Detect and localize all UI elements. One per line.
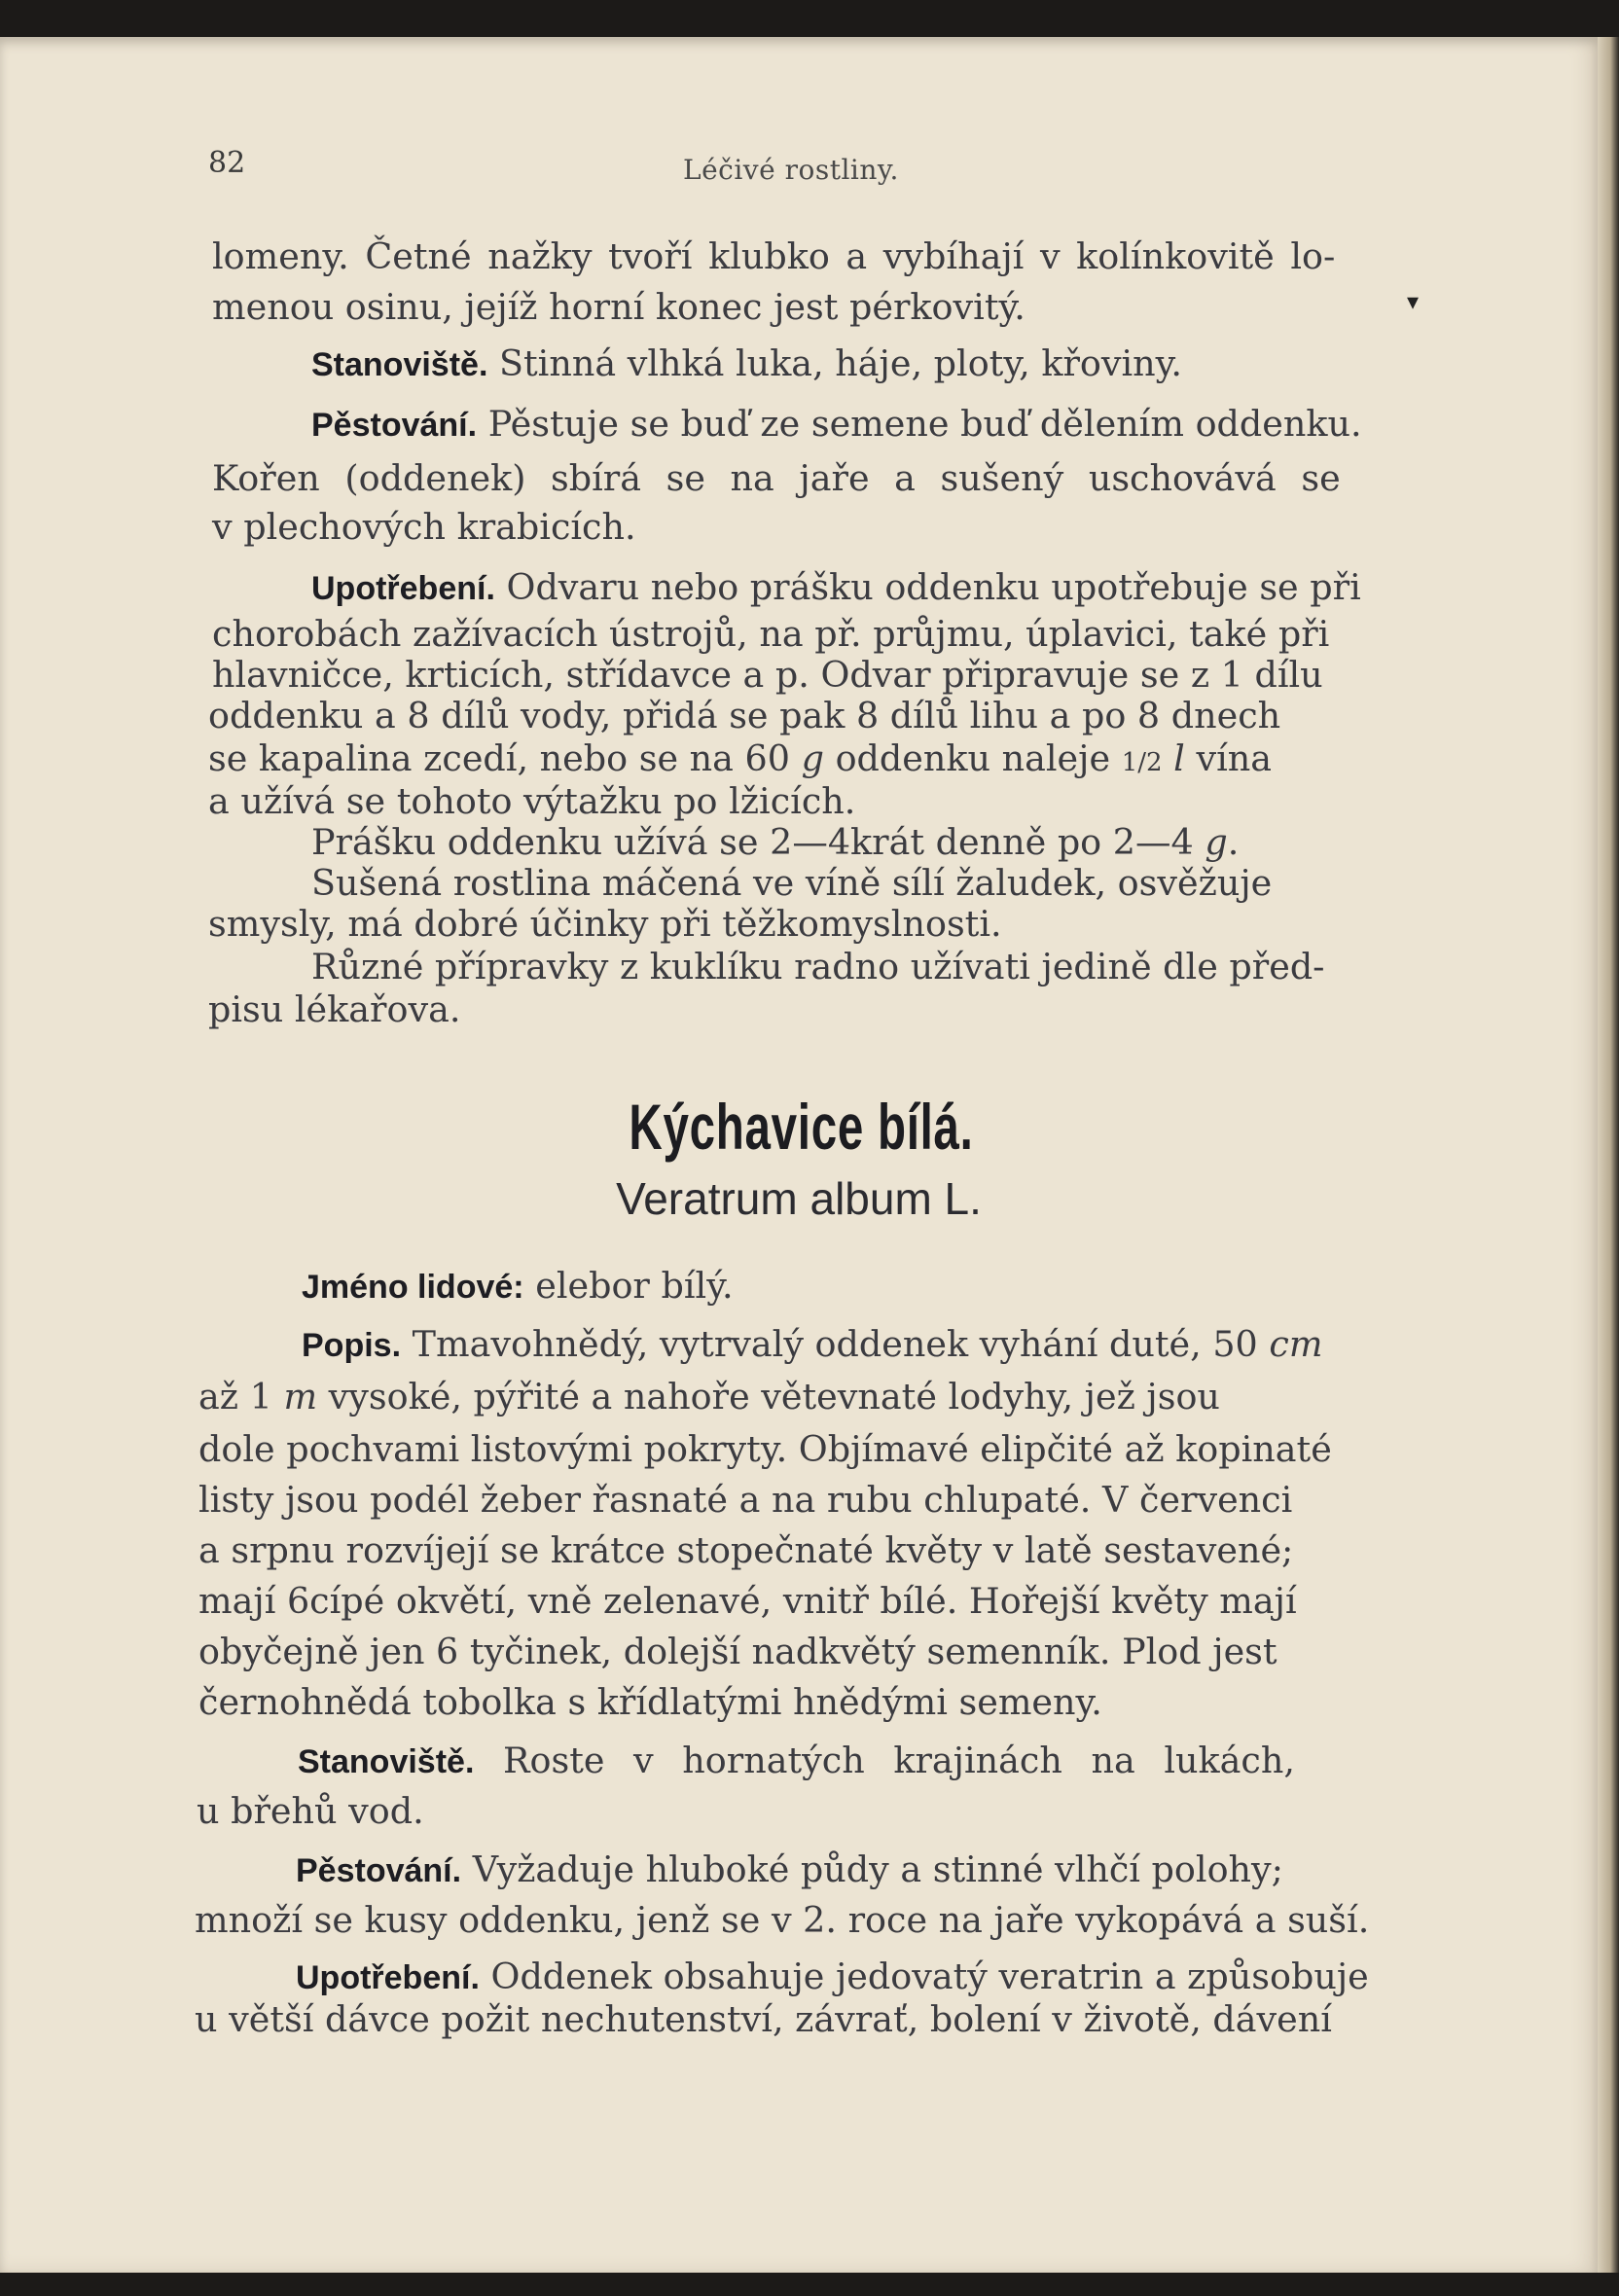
text-line: Různé přípravky z kuklíku radno užívati jedině dle před-: [311, 946, 1325, 987]
text-line: oddenku a 8 dílů vody, přidá se pak 8 dílů lihu a po 8 dnech: [208, 695, 1281, 736]
text-line: černohnědá tobolka s křídlatými hnědými semeny.: [198, 1681, 1102, 1723]
label-cultivation-2: Pěstování.: [296, 1852, 462, 1889]
text-line: a užívá se tohoto výtažku po lžicích.: [208, 780, 856, 822]
paragraph-cultivation: Pěstování. Pěstuje se buď ze semene buď dělením oddenku.: [311, 403, 1362, 445]
text-line: mají 6cípé okvětí, vně zelenavé, vnitř bílé. Hořejší květy mají: [198, 1580, 1297, 1622]
text-line: v plechových krabicích.: [212, 506, 636, 548]
text-line: pisu lékařova.: [208, 988, 461, 1030]
paragraph-habitat-2: Stanoviště. Roste v hornatých krajinách na lukách,: [298, 1740, 1295, 1781]
text-line: smysly, má dobré účinky při těžkomyslnosti.: [208, 903, 1002, 945]
label-description: Popis.: [302, 1327, 402, 1364]
paragraph-cultivation-2: Pěstování. Vyžaduje hluboké půdy a stinné vlhčí polohy;: [296, 1848, 1283, 1890]
paragraph-use: Upotřebení. Odvaru nebo prášku oddenku upotřebuje se při: [311, 566, 1361, 608]
page-number: 82: [208, 146, 246, 180]
text-line: dole pochvami listovými pokryty. Objímavé elipčité až kopinaté: [198, 1428, 1332, 1470]
label-habitat: Stanoviště.: [311, 346, 488, 383]
text-line: množí se kusy oddenku, jenž se v 2. roce na jaře vykopává a suší.: [195, 1899, 1370, 1941]
text-line: lomeny. Četné nažky tvoří klubko a vybíhají v kolínkovitě lo-: [212, 235, 1336, 277]
text-line: se kapalina zcedí, nebo se na 60 g oddenku naleje 1/2 l vína: [208, 737, 1273, 779]
text-line: listy jsou podél žeber řasnaté a na rubu chlupaté. V červenci: [198, 1479, 1293, 1521]
folk-name-line: Jméno lidové: elebor bílý.: [302, 1265, 734, 1307]
text-line: u břehů vod.: [197, 1790, 424, 1832]
text-line: hlavničce, krticích, střídavce a p. Odvar připravuje se z 1 dílu: [212, 654, 1323, 696]
text-line: menou osinu, jejíž horní konec jest pérkovitý.: [212, 286, 1025, 328]
entry-title: Kýchavice bílá.: [629, 1091, 974, 1163]
paragraph-use-2: Upotřebení. Oddenek obsahuje jedovatý veratrin a způsobuje: [296, 1955, 1369, 1997]
page-edge: [1598, 37, 1619, 2273]
label-habitat-2: Stanoviště.: [298, 1743, 475, 1780]
text-line: chorobách zažívacích ústrojů, na př. průjmu, úplavici, také při: [212, 613, 1330, 655]
text-line: Kořen (oddenek) sbírá se na jaře a sušený uschovává se: [212, 457, 1341, 499]
text-line: až 1 m vysoké, pýřité a nahoře větevnaté lodyhy, jež jsou: [198, 1376, 1220, 1417]
label-folk-name: Jméno lidové:: [302, 1269, 524, 1306]
paragraph-habitat: Stanoviště. Stinná vlhká luka, háje, ploty, křoviny.: [311, 342, 1183, 384]
label-use-2: Upotřebení.: [296, 1959, 480, 1996]
label-use: Upotřebení.: [311, 570, 495, 607]
text-line: a srpnu rozvíjejí se krátce stopečnaté květy v latě sestavené;: [198, 1529, 1294, 1571]
text-line: Prášku oddenku užívá se 2—4krát denně po 2—4 g.: [311, 821, 1240, 863]
running-title: Léčivé rostliny.: [683, 154, 899, 186]
entry-latin-name: Veratrum album L.: [616, 1173, 982, 1224]
paragraph-description: Popis. Tmavohnědý, vytrvalý oddenek vyhání duté, 50 cm: [302, 1323, 1323, 1365]
text-line: u větší dávce požit nechutenství, závrať, bolení v životě, dávení: [195, 1998, 1332, 2040]
ink-mark: ▾: [1407, 288, 1420, 315]
label-cultivation: Pěstování.: [311, 407, 478, 444]
text-line: obyčejně jen 6 tyčinek, dolejší nadkvětý semenník. Plod jest: [198, 1631, 1277, 1672]
text-line: Sušená rostlina máčená ve víně sílí žaludek, osvěžuje: [311, 862, 1273, 904]
